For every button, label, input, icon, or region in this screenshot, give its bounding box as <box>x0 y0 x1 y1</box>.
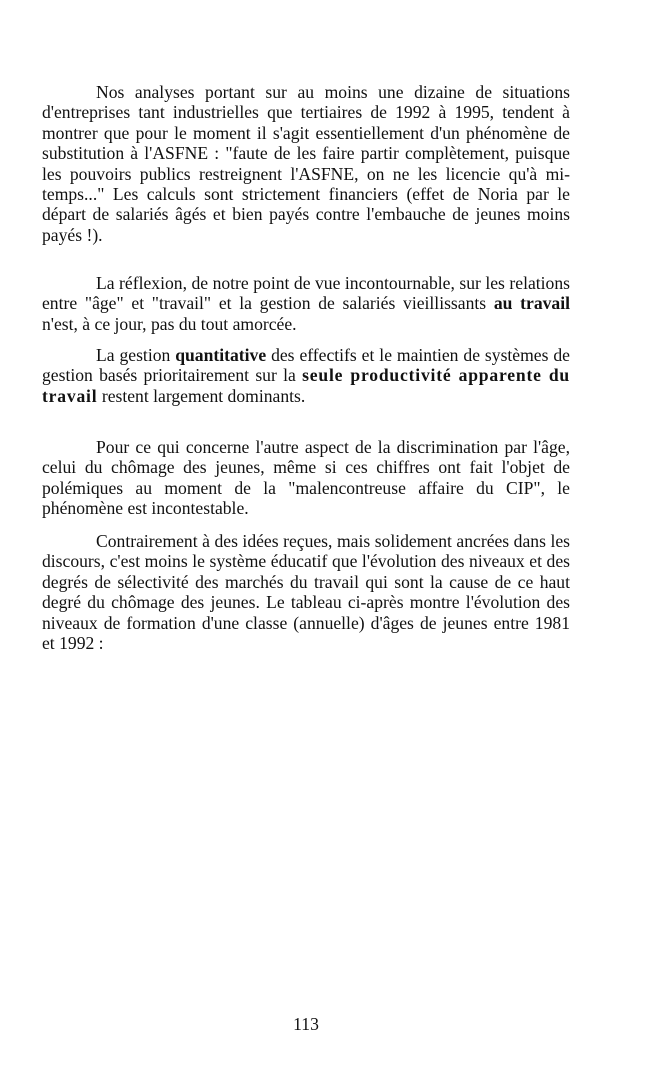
paragraph-asfne-substitution: Nos analyses portant sur au moins une dizaine de situations d'entreprises tant industrielles que tertiaires de 1992 à 1995, tendent à montrer que pour le moment il s'agit essentiellement d'un phénomène de substitution à l'ASFNE : "faute de les faire partir complètement, puisque les pouvoirs publics restreignent l'ASFNE, on ne les licencie qu'à mi-temps..." Les calculs sont strictement financiers (effet de Noria par le départ de salariés âgés et bien payés contre l'embauche de jeunes moins payés !). <box>42 82 570 245</box>
emphasis-text: quantitative <box>175 345 267 365</box>
paragraph-text: restent largement dominants. <box>97 385 306 406</box>
paragraph-chomage-jeunes: Pour ce qui concerne l'autre aspect de la discrimination par l'âge, celui du chômage des jeunes, même si ces chiffres ont fait l'objet de polémiques au moment de la "malencontreuse affaire du CIP", le phénomène est incontestable. <box>42 437 570 519</box>
paragraph-text: La réflexion, de notre point de vue incontournable, sur les relations entre "âge" et "travail" et la gestion de salariés vieillissants <box>42 273 570 314</box>
paragraph-text: La gestion <box>96 345 176 365</box>
paragraph-systeme-educatif: Contrairement à des idées reçues, mais solidement ancrées dans les discours, c'est moins le système éducatif que l'évolution des niveaux et des degrés de sélectivité des marchés du travail qui sont la cause de ce haut degré du chômage des jeunes. Le tableau ci-après montre l'évolution des niveaux de formation d'une classe (annuelle) d'âges de jeunes entre 1981 et 1992 : <box>42 531 570 654</box>
emphasis-text: au travail <box>493 293 570 314</box>
paragraph-age-travail <box>42 273 570 334</box>
paragraph-gestion-quantitative <box>42 345 570 406</box>
document-page <box>42 0 570 1092</box>
page-number: 113 <box>293 1014 319 1034</box>
paragraph-text: des effectifs et le maintien de systèmes de gestion basés prioritairement sur la <box>42 345 570 386</box>
paragraph-text: n'est, à ce jour, pas du tout amorcée. <box>42 313 297 334</box>
emphasis-text: seule productivité apparente du travail <box>42 365 570 406</box>
